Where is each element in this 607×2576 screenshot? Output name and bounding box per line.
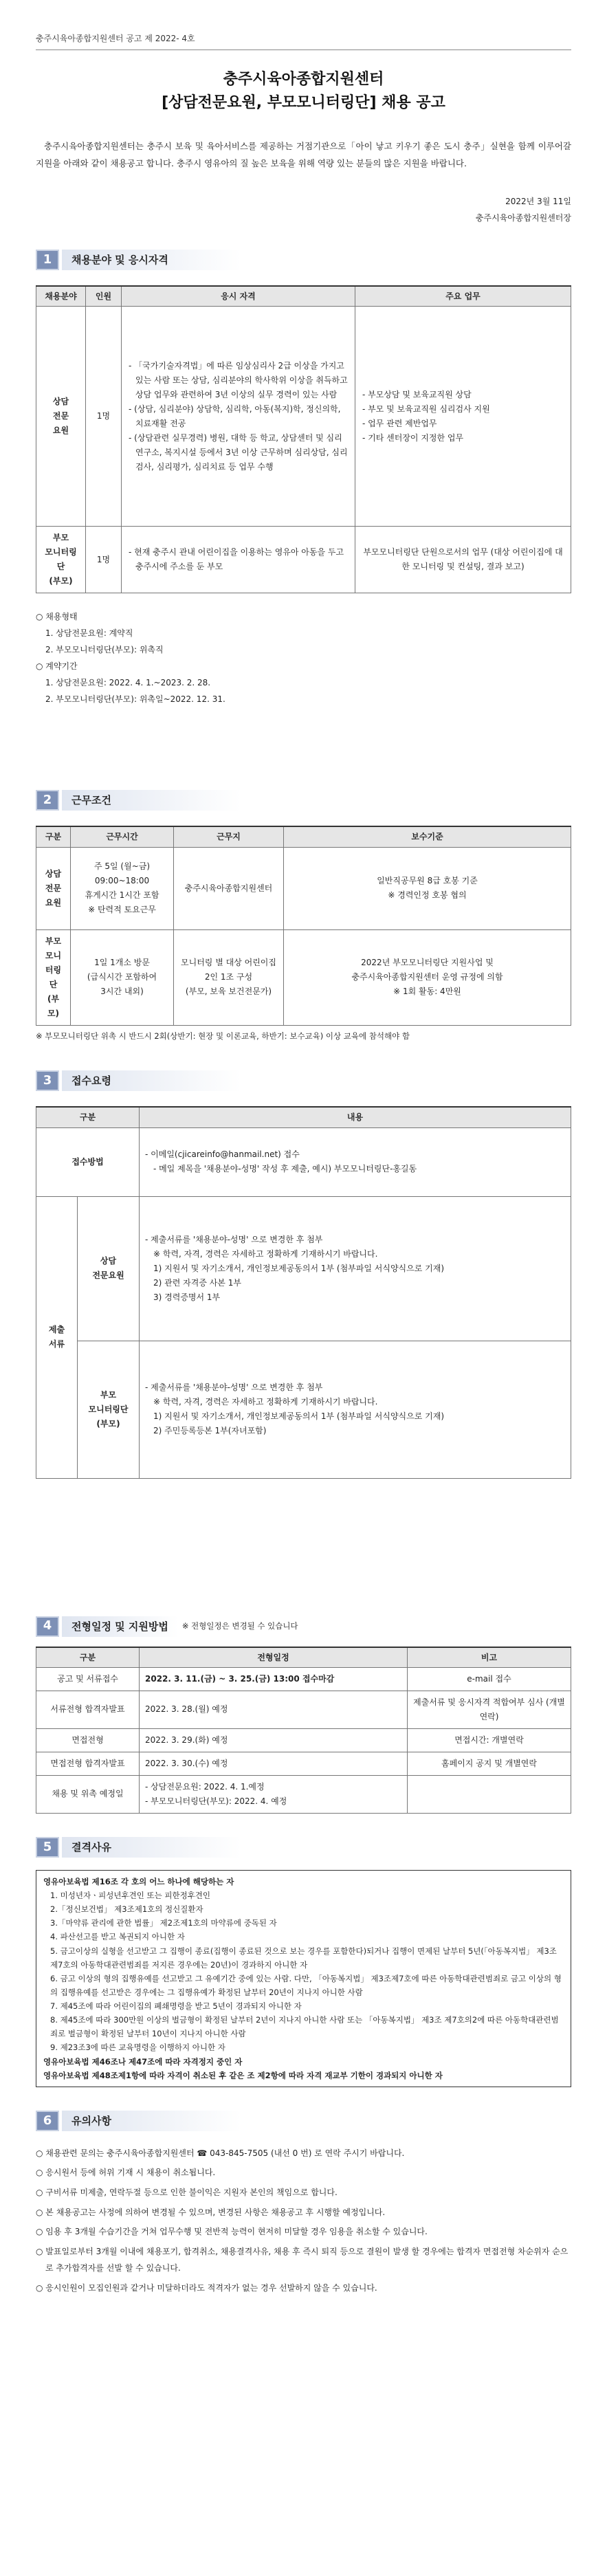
table-row bbox=[36, 1127, 571, 1196]
disqualification-item: 5. 금고이상의 실형을 선고받고 그 집행이 종료(집행이 종료된 것으로 보는 경우를 포함한다)되거나 집행이 면제된 날부터 5년(「아동복지법」 제3조제7호의 아동학대관련범죄를 저지른 경우에는 20년)이 경과하지 아니한 자 bbox=[50, 1946, 557, 1970]
table-row bbox=[36, 847, 571, 929]
field-cell: 상담 전문 요원 bbox=[36, 847, 71, 929]
table-row bbox=[36, 527, 571, 593]
recruitment-table bbox=[36, 285, 571, 593]
table-header-row bbox=[36, 826, 571, 847]
section-number: 5 bbox=[36, 1837, 59, 1858]
schedule-table bbox=[36, 1647, 571, 1814]
table-header: 응시 자격 bbox=[122, 286, 355, 307]
announce-date: 2022년 3월 11일 bbox=[505, 196, 571, 206]
date-cell: 2022. 3. 28.(월) 예정 bbox=[140, 1691, 408, 1728]
section-6-header bbox=[36, 2111, 571, 2131]
note-item: 1. 상담전문요원: 계약직 bbox=[45, 628, 133, 639]
disqualification-item: 4. 파산선고를 받고 복권되지 아니한 자 bbox=[50, 1932, 185, 1942]
list-item: - 이메일(cjicareinfo@hanmail.net) 접수 bbox=[145, 1149, 300, 1160]
list-item: ※ 학력, 자격, 경력은 자세하고 정확하게 기재하시기 바랍니다. bbox=[153, 1248, 378, 1259]
docs-cell bbox=[140, 1341, 571, 1478]
document-number: 충주시육아종합지원센터 공고 제 2022- 4호 bbox=[36, 34, 195, 43]
hours-cell: 주 5일 (월~금) 09:00~18:00 휴게시간 1시간 포함 ※ 탄력적 토요근무 bbox=[71, 847, 174, 929]
caution-item: ○ 채용관련 문의는 충주시육아종합지원센터 ☎ 043-845-7505 (내선 0 번) 로 연락 주시기 바랍니다. bbox=[36, 2148, 405, 2158]
field-cell: 상담 전문 요원 bbox=[36, 307, 86, 527]
table-header: 전형일정 bbox=[140, 1647, 408, 1668]
method-label: 접수방법 bbox=[36, 1127, 140, 1196]
caution-item: ○ 발표일로부터 3개월 이내에 채용포기, 합격취소, 채용결격사유, 채용 후 즉시 퇴직 등으로 결원이 발생 할 경우에는 합격자 면접전형 차순위자 순으로 추가합격자를 선발 할 수 있습니다. bbox=[36, 2246, 569, 2274]
list-item: ※ 학력, 자격, 경력은 자세하고 정확하게 기재하시기 바랍니다. bbox=[153, 1397, 378, 1407]
field-cell: 부모 모니터링단 (부모) bbox=[36, 527, 86, 593]
remark-cell: 제출서류 및 응시자격 적합여부 심사 (개별연락) bbox=[408, 1691, 571, 1728]
table-row bbox=[36, 1196, 571, 1341]
list-item: - (상담, 심리분야) 상담학, 심리학, 아동(복지)학, 정신의학, 치료재활 전공 bbox=[129, 404, 341, 428]
stage-cell: 면접전형 bbox=[36, 1728, 140, 1752]
disqualification-box bbox=[36, 1870, 571, 2087]
note-heading: ○ 채용형태 bbox=[36, 612, 78, 622]
list-item: - 업무 관련 제반업무 bbox=[362, 418, 437, 428]
list-item: 2) 주민등록등본 1부(자녀포함) bbox=[153, 1426, 267, 1436]
section-note: ※ 전형일정은 변경될 수 있습니다 bbox=[181, 1620, 298, 1631]
stage-cell: 채용 및 위촉 예정일 bbox=[36, 1775, 140, 1813]
pay-cell: 일반직공무원 8급 호봉 기준 ※ 경력인정 호봉 협의 bbox=[284, 847, 571, 929]
caution-item: ○ 응시원서 등에 허위 기재 시 채용이 취소됩니다. bbox=[36, 2168, 216, 2178]
duty-cell bbox=[355, 307, 571, 527]
section-2-header bbox=[36, 790, 571, 811]
caution-item: ○ 임용 후 3개월 수습기간을 거쳐 업무수행 및 전반적 능력이 현저히 미달할 경우 임용을 취소할 수 있습니다. bbox=[36, 2227, 428, 2237]
place-cell: 모니터링 별 대상 어린이집 2인 1조 구성 (부모, 보육 보건전문가) bbox=[174, 929, 284, 1025]
table-row bbox=[36, 1341, 571, 1478]
section-title: 근무조건 bbox=[62, 790, 241, 811]
list-item: - (상담관련 실무경력) 병원, 대학 등 학교, 상담센터 및 심리연구소, 복지시설 등에서 3년 이상 근무하며 심리상담, 심리검사, 심리평가, 심리치료 등 업무 수행 bbox=[129, 432, 348, 472]
field-cell: 부모 모니 터링단 (부모) bbox=[36, 929, 71, 1025]
count-cell: 1명 bbox=[86, 527, 122, 593]
table-row bbox=[36, 1775, 571, 1813]
section-title: 유의사항 bbox=[62, 2111, 241, 2131]
stage-cell: 면접전형 합격자발표 bbox=[36, 1752, 140, 1775]
stage-cell: 공고 및 서류접수 bbox=[36, 1667, 140, 1691]
page-title bbox=[36, 68, 571, 115]
section-title: 접수요령 bbox=[62, 1070, 241, 1091]
table-header-row bbox=[36, 1647, 571, 1668]
docs-label: 제출 서류 bbox=[36, 1196, 78, 1478]
remark-cell: 홈페이지 공지 및 개별연락 bbox=[408, 1752, 571, 1775]
table-header: 구분 bbox=[36, 1647, 140, 1668]
list-item: - 메일 제목을 '채용분야-성명' 작성 후 제출, 예시) 부모모니터링단-홍길동 bbox=[153, 1164, 417, 1174]
header-rule bbox=[36, 49, 571, 50]
table-row bbox=[36, 1728, 571, 1752]
table-row bbox=[36, 929, 571, 1025]
section-number: 4 bbox=[36, 1616, 59, 1637]
work-conditions-footnote: ※ 부모모니터링단 위촉 시 반드시 2회(상반기: 현장 및 이론교육, 하반기: 보수교육) 이상 교육에 참석해야 함 bbox=[36, 1031, 410, 1041]
table-header: 인원 bbox=[86, 286, 122, 307]
cautions-list bbox=[36, 2145, 571, 2297]
section-3-header bbox=[36, 1070, 571, 1091]
list-item: - 제출서류를 '채용분야-성명' 으로 변경한 후 첨부 bbox=[145, 1234, 323, 1244]
list-item: 1) 지원서 및 자기소개서, 개인정보제공동의서 1부 (첨부파일 서식양식으로 기재) bbox=[153, 1263, 444, 1273]
table-header: 주요 업무 bbox=[355, 286, 571, 307]
docs-cell bbox=[140, 1196, 571, 1341]
disqualification-item: 2.「정신보건법」 제3조제1호의 정신질환자 bbox=[50, 1904, 203, 1915]
qualification-cell bbox=[122, 527, 355, 593]
section-5-header bbox=[36, 1837, 571, 1858]
table-header: 구분 bbox=[36, 1107, 140, 1127]
table-row bbox=[36, 307, 571, 527]
disqualification-item: 1. 미성년자ㆍ피성년후견인 또는 피한정후견인 bbox=[50, 1891, 211, 1901]
disqualification-item: 3.「마약류 관리에 관한 법률」 제2조제1호의 마약류에 중독된 자 bbox=[50, 1918, 277, 1928]
docs-sublabel: 상담 전문요원 bbox=[78, 1196, 140, 1341]
title-line-1: 충주시육아종합지원센터 bbox=[223, 71, 384, 89]
date-cell: 2022. 3. 30.(수) 예정 bbox=[140, 1752, 408, 1775]
section-title: 채용분야 및 응시자격 bbox=[62, 250, 241, 270]
table-header: 보수기준 bbox=[284, 826, 571, 847]
table-header-row bbox=[36, 1107, 571, 1127]
disqualification-footer: 영유아보육법 제46조나 제47조에 따라 자격정지 중인 자 bbox=[43, 2056, 243, 2067]
table-header-row bbox=[36, 286, 571, 307]
section-4-header bbox=[36, 1616, 571, 1637]
list-item: - 부모상담 및 보육교직원 상담 bbox=[362, 389, 472, 399]
table-header: 채용분야 bbox=[36, 286, 86, 307]
disqualification-item: 7. 제45조에 따라 어린이집의 폐쇄명령을 받고 5년이 경과되지 아니한 자 bbox=[50, 2001, 302, 2012]
date-cell: - 상담전문요원: 2022. 4. 1.예정 - 부모모니터링단(부모): 2022. 4. 예정 bbox=[140, 1775, 408, 1813]
section-number: 3 bbox=[36, 1070, 59, 1091]
place-cell: 충주시육아종합지원센터 bbox=[174, 847, 284, 929]
table-row bbox=[36, 1691, 571, 1728]
list-item: - 부모 및 보육교직원 심리검사 지원 bbox=[362, 404, 490, 414]
title-line-2: [상담전문요원, 부모모니터링단] 채용 공고 bbox=[162, 94, 445, 112]
section-1-header bbox=[36, 250, 571, 270]
caution-item: ○ 응시인원이 모집인원과 같거나 미달하더라도 적격자가 없는 경우 선발하지 않을 수 있습니다. bbox=[36, 2282, 377, 2293]
duty-cell: 부모모니터링단 단원으로서의 업무 (대상 어린이집에 대한 모니터링 및 컨설팅, 결과 보고) bbox=[355, 527, 571, 593]
note-item: 1. 상담전문요원: 2022. 4. 1.~2023. 2. 28. bbox=[45, 678, 211, 688]
table-header: 근무지 bbox=[174, 826, 284, 847]
stage-cell: 서류전형 합격자발표 bbox=[36, 1691, 140, 1728]
application-table bbox=[36, 1106, 571, 1478]
section-title: 결격사유 bbox=[62, 1837, 241, 1858]
remark-cell: 면접시간: 개별연락 bbox=[408, 1728, 571, 1752]
hours-cell: 1일 1개소 방문 (급식시간 포함하여 3시간 내외) bbox=[71, 929, 174, 1025]
table-header: 근무시간 bbox=[71, 826, 174, 847]
qualification-cell bbox=[122, 307, 355, 527]
date-block bbox=[36, 193, 571, 226]
count-cell: 1명 bbox=[86, 307, 122, 527]
section-number: 2 bbox=[36, 790, 59, 811]
note-heading: ○ 계약기간 bbox=[36, 661, 78, 672]
list-item: - 현재 충주시 관내 어린이집을 이용하는 영유아 아동을 두고 충주시에 주소를 둔 부모 bbox=[129, 547, 344, 572]
disqualification-item: 8. 제45조에 따라 300만원 이상의 벌금형이 확정된 날부터 2년이 지나지 아니한 사람 또는 「아동복지법」 제3조 제7호의2에 따른 아동학대관련범죄로 벌금형이 확정된 날부터 10년이 지나지 아니한 사람 bbox=[50, 2015, 559, 2039]
caution-item: ○ 구비서류 미제출, 연락두절 등으로 인한 불이익은 지원자 본인의 책임으로 합니다. bbox=[36, 2188, 338, 2197]
remark-cell: e-mail 접수 bbox=[408, 1667, 571, 1691]
list-item: - 제출서류를 '채용분야-성명' 으로 변경한 후 첨부 bbox=[145, 1383, 323, 1393]
section-number: 6 bbox=[36, 2111, 59, 2131]
disqualification-footer: 영유아보육법 제48조제1항에 따라 자격이 취소된 후 같은 조 제2항에 따라 자격 재교부 기한이 경과되지 아니한 자 bbox=[43, 2070, 443, 2080]
disqualification-heading: 영유아보육법 제16조 각 호의 어느 하나에 해당하는 자 bbox=[43, 1876, 234, 1886]
date-cell: 2022. 3. 29.(화) 예정 bbox=[140, 1728, 408, 1752]
caution-item: ○ 본 채용공고는 사정에 의하여 변경될 수 있으며, 변경된 사항은 채용공고 후 시행할 예정입니다. bbox=[36, 2207, 386, 2217]
list-item: - 「국가기술자격법」에 따른 임상심리사 2급 이상을 가지고 있는 사람 또는 상담, 심리분야의 학사학위 이상을 취득하고 상담 업무와 관련하여 3년 이상의 실무 경력이 있는 사람 bbox=[129, 360, 348, 399]
table-row bbox=[36, 1752, 571, 1775]
list-item: 2) 관련 자격증 사본 1부 bbox=[153, 1277, 241, 1288]
list-item: 1) 지원서 및 자기소개서, 개인정보제공동의서 1부 (첨부파일 서식양식으로 기재) bbox=[153, 1411, 444, 1422]
table-header: 내용 bbox=[140, 1107, 571, 1127]
remark-cell bbox=[408, 1775, 571, 1813]
section-number: 1 bbox=[36, 250, 59, 270]
table-row bbox=[36, 1667, 571, 1691]
note-item: 2. 부모모니터링단(부모): 위촉일~2022. 12. 31. bbox=[45, 694, 225, 705]
method-cell bbox=[140, 1127, 571, 1196]
disqualification-item: 6. 금고 이상의 형의 집행유예를 선고받고 그 유예기간 중에 있는 사람. 다만, 「아동복지법」 제3조제7호에 따른 아동학대관련범죄로 금고 이상의 형의 집행유예를 선고받은 경우에는 그 집행유예가 확정된 날부터 20년이 지나지 아니한 사람 bbox=[50, 1973, 562, 1997]
date-cell: 2022. 3. 11.(금) ~ 3. 25.(금) 13:00 접수마감 bbox=[140, 1667, 408, 1691]
table-header: 구분 bbox=[36, 826, 71, 847]
intro-paragraph: 충주시육아종합지원센터는 충주시 보육 및 육아서비스를 제공하는 거점기관으로「아이 낳고 키우기 좋은 도시 충주」실현을 함께 이루어갈 지원을 아래와 같이 채용공고 합니다. 충주시 영유아의 질 높은 보육을 위해 역량 있는 분들의 많은 지원을 바랍니다. bbox=[36, 140, 571, 169]
list-item: 3) 경력증명서 1부 bbox=[153, 1292, 221, 1302]
director-name: 충주시육아종합지원센터장 bbox=[475, 212, 571, 223]
section-title: 전형일정 및 지원방법 bbox=[62, 1616, 178, 1637]
docs-sublabel: 부모 모니터링단 (부모) bbox=[78, 1341, 140, 1478]
table-header: 비고 bbox=[408, 1647, 571, 1668]
list-item: - 기타 센터장이 지정한 업무 bbox=[362, 432, 464, 443]
note-item: 2. 부모모니터링단(부모): 위촉직 bbox=[45, 645, 164, 655]
employment-notes bbox=[36, 608, 571, 707]
pay-cell: 2022년 부모모니터링단 지원사업 및 충주시육아종합지원센터 운영 규정에 의함 ※ 1회 활동: 4만원 bbox=[284, 929, 571, 1025]
work-conditions-table bbox=[36, 826, 571, 1025]
disqualification-item: 9. 제23조3에 따른 교육명령을 이행하지 아니한 자 bbox=[50, 2043, 225, 2053]
